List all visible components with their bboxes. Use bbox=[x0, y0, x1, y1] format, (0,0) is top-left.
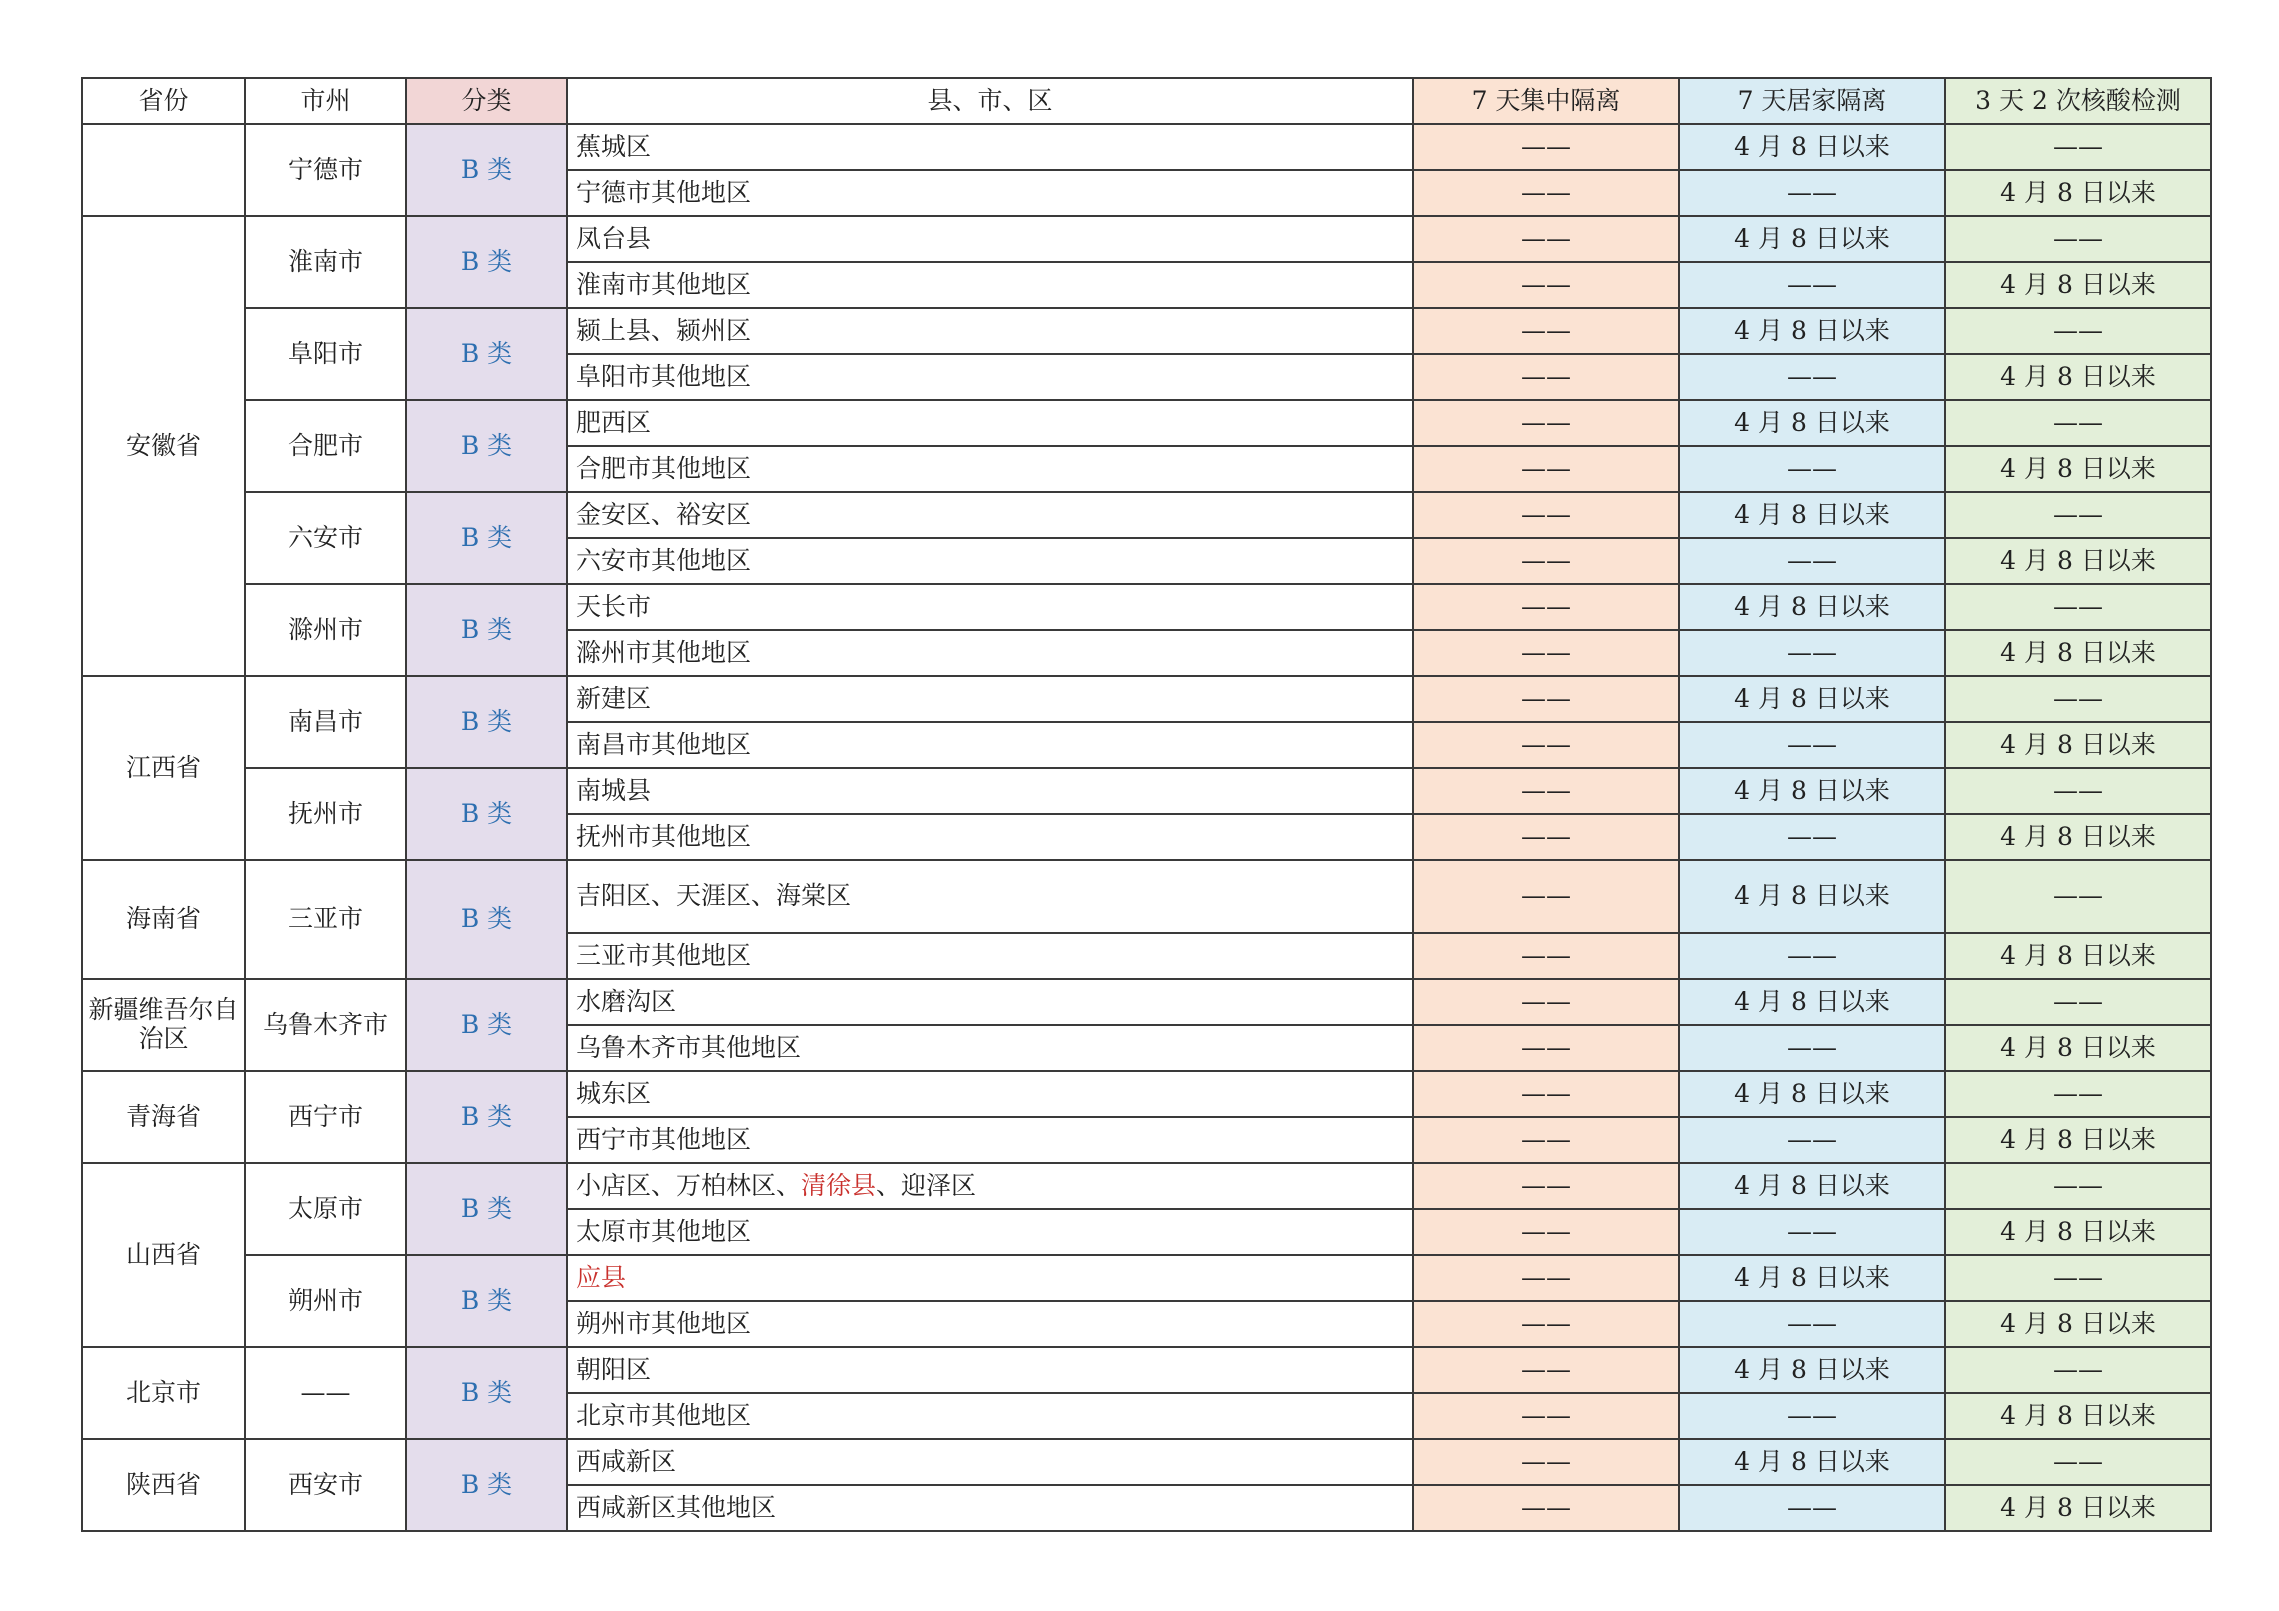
district-cell bbox=[567, 1301, 1413, 1347]
table-row bbox=[82, 676, 2211, 722]
category-cell: B 类 bbox=[406, 308, 567, 400]
category-cell: B 类 bbox=[406, 492, 567, 584]
nucleic-test-cell: 4 月 8 日以来 bbox=[1945, 538, 2211, 584]
home-quarantine-cell: 4 月 8 日以来 bbox=[1679, 676, 1945, 722]
district-cell bbox=[567, 1439, 1413, 1485]
category-cell: B 类 bbox=[406, 676, 567, 768]
district-name: 宁德市其他地区 bbox=[576, 177, 752, 207]
central-quarantine-cell: —— bbox=[1413, 584, 1679, 630]
province-cell: 江西省 bbox=[82, 676, 245, 860]
province-cell: 北京市 bbox=[82, 1347, 245, 1439]
header-city: 市州 bbox=[245, 78, 406, 124]
nucleic-test-cell: 4 月 8 日以来 bbox=[1945, 722, 2211, 768]
district-cell bbox=[567, 1255, 1413, 1301]
nucleic-test-cell: —— bbox=[1945, 1439, 2211, 1485]
central-quarantine-cell: —— bbox=[1413, 492, 1679, 538]
central-quarantine-cell: —— bbox=[1413, 538, 1679, 584]
district-cell bbox=[567, 722, 1413, 768]
nucleic-test-cell: 4 月 8 日以来 bbox=[1945, 446, 2211, 492]
home-quarantine-cell: —— bbox=[1679, 814, 1945, 860]
district-name: 乌鲁木齐市其他地区 bbox=[576, 1032, 802, 1062]
category-cell: B 类 bbox=[406, 1347, 567, 1439]
home-quarantine-cell: 4 月 8 日以来 bbox=[1679, 1347, 1945, 1393]
district-name: 滁州市其他地区 bbox=[576, 637, 752, 667]
nucleic-test-cell: —— bbox=[1945, 492, 2211, 538]
nucleic-test-cell: —— bbox=[1945, 768, 2211, 814]
category-cell: B 类 bbox=[406, 216, 567, 308]
city-cell: 六安市 bbox=[245, 492, 406, 584]
district-cell bbox=[567, 124, 1413, 170]
table-row bbox=[82, 979, 2211, 1025]
home-quarantine-cell: 4 月 8 日以来 bbox=[1679, 400, 1945, 446]
home-quarantine-cell: 4 月 8 日以来 bbox=[1679, 860, 1945, 933]
district-cell bbox=[567, 400, 1413, 446]
district-name: 颍上县、颍州区 bbox=[576, 315, 752, 345]
district-name: 小店区、万柏林区、 bbox=[576, 1170, 802, 1200]
district-name: 西咸新区 bbox=[576, 1446, 677, 1476]
central-quarantine-cell: —— bbox=[1413, 1025, 1679, 1071]
nucleic-test-cell: —— bbox=[1945, 1071, 2211, 1117]
home-quarantine-cell: —— bbox=[1679, 722, 1945, 768]
central-quarantine-cell: —— bbox=[1413, 1163, 1679, 1209]
district-cell bbox=[567, 584, 1413, 630]
header-row bbox=[82, 78, 2211, 124]
table-row bbox=[82, 768, 2211, 814]
central-quarantine-cell: —— bbox=[1413, 676, 1679, 722]
district-cell bbox=[567, 538, 1413, 584]
category-cell: B 类 bbox=[406, 1439, 567, 1531]
table-row bbox=[82, 124, 2211, 170]
header-province: 省份 bbox=[82, 78, 245, 124]
city-cell: 太原市 bbox=[245, 1163, 406, 1255]
home-quarantine-cell: 4 月 8 日以来 bbox=[1679, 1163, 1945, 1209]
district-name: 阜阳市其他地区 bbox=[576, 361, 752, 391]
nucleic-test-cell: 4 月 8 日以来 bbox=[1945, 1117, 2211, 1163]
home-quarantine-cell: —— bbox=[1679, 1393, 1945, 1439]
nucleic-test-cell: —— bbox=[1945, 124, 2211, 170]
central-quarantine-cell: —— bbox=[1413, 768, 1679, 814]
nucleic-test-cell: —— bbox=[1945, 1255, 2211, 1301]
table-row bbox=[82, 1439, 2211, 1485]
table-row bbox=[82, 216, 2211, 262]
district-name: 肥西区 bbox=[576, 407, 652, 437]
central-quarantine-cell: —— bbox=[1413, 1439, 1679, 1485]
header-central-quarantine: 7 天集中隔离 bbox=[1413, 78, 1679, 124]
district-name: 城东区 bbox=[576, 1078, 652, 1108]
district-name: 吉阳区、天涯区、海棠区 bbox=[576, 881, 852, 911]
city-cell: 朔州市 bbox=[245, 1255, 406, 1347]
province-cell: 青海省 bbox=[82, 1071, 245, 1163]
table-row bbox=[82, 1347, 2211, 1393]
city-cell: 宁德市 bbox=[245, 124, 406, 216]
nucleic-test-cell: —— bbox=[1945, 216, 2211, 262]
district-name: 新建区 bbox=[576, 683, 652, 713]
home-quarantine-cell: —— bbox=[1679, 170, 1945, 216]
table-row bbox=[82, 492, 2211, 538]
category-cell: B 类 bbox=[406, 979, 567, 1071]
city-cell: 西安市 bbox=[245, 1439, 406, 1531]
district-name: 太原市其他地区 bbox=[576, 1216, 752, 1246]
header-district: 县、市、区 bbox=[567, 78, 1413, 124]
table-row bbox=[82, 1163, 2211, 1209]
category-cell: B 类 bbox=[406, 860, 567, 979]
nucleic-test-cell: 4 月 8 日以来 bbox=[1945, 170, 2211, 216]
table-row bbox=[82, 308, 2211, 354]
home-quarantine-cell: —— bbox=[1679, 933, 1945, 979]
nucleic-test-cell: 4 月 8 日以来 bbox=[1945, 262, 2211, 308]
home-quarantine-cell: —— bbox=[1679, 446, 1945, 492]
home-quarantine-cell: —— bbox=[1679, 262, 1945, 308]
district-name: 合肥市其他地区 bbox=[576, 453, 752, 483]
province-cell bbox=[82, 124, 245, 216]
district-cell bbox=[567, 1163, 1413, 1209]
city-cell: 阜阳市 bbox=[245, 308, 406, 400]
district-name: 蕉城区 bbox=[576, 131, 652, 161]
highlighted-district-name: 清徐县 bbox=[801, 1170, 877, 1200]
district-cell bbox=[567, 979, 1413, 1025]
central-quarantine-cell: —— bbox=[1413, 216, 1679, 262]
table-row bbox=[82, 1255, 2211, 1301]
central-quarantine-cell: —— bbox=[1413, 124, 1679, 170]
header-category: 分类 bbox=[406, 78, 567, 124]
home-quarantine-cell: 4 月 8 日以来 bbox=[1679, 492, 1945, 538]
district-cell bbox=[567, 1393, 1413, 1439]
table-row bbox=[82, 860, 2211, 933]
district-cell bbox=[567, 1347, 1413, 1393]
category-cell: B 类 bbox=[406, 400, 567, 492]
nucleic-test-cell: 4 月 8 日以来 bbox=[1945, 1209, 2211, 1255]
district-cell bbox=[567, 860, 1413, 933]
home-quarantine-cell: 4 月 8 日以来 bbox=[1679, 584, 1945, 630]
district-cell bbox=[567, 1117, 1413, 1163]
central-quarantine-cell: —— bbox=[1413, 446, 1679, 492]
city-cell: 抚州市 bbox=[245, 768, 406, 860]
central-quarantine-cell: —— bbox=[1413, 400, 1679, 446]
district-name: 金安区、裕安区 bbox=[576, 499, 752, 529]
central-quarantine-cell: —— bbox=[1413, 1301, 1679, 1347]
central-quarantine-cell: —— bbox=[1413, 1209, 1679, 1255]
category-cell: B 类 bbox=[406, 768, 567, 860]
table-body bbox=[82, 124, 2211, 1531]
central-quarantine-cell: —— bbox=[1413, 1393, 1679, 1439]
province-cell: 新疆维吾尔自治区 bbox=[82, 979, 245, 1071]
home-quarantine-cell: 4 月 8 日以来 bbox=[1679, 216, 1945, 262]
central-quarantine-cell: —— bbox=[1413, 630, 1679, 676]
nucleic-test-cell: —— bbox=[1945, 1347, 2211, 1393]
home-quarantine-cell: —— bbox=[1679, 1301, 1945, 1347]
nucleic-test-cell: 4 月 8 日以来 bbox=[1945, 933, 2211, 979]
table-row bbox=[82, 1071, 2211, 1117]
home-quarantine-cell: 4 月 8 日以来 bbox=[1679, 979, 1945, 1025]
city-cell: 合肥市 bbox=[245, 400, 406, 492]
district-name: 淮南市其他地区 bbox=[576, 269, 752, 299]
district-cell bbox=[567, 814, 1413, 860]
nucleic-test-cell: 4 月 8 日以来 bbox=[1945, 354, 2211, 400]
central-quarantine-cell: —— bbox=[1413, 354, 1679, 400]
home-quarantine-cell: 4 月 8 日以来 bbox=[1679, 1071, 1945, 1117]
home-quarantine-cell: —— bbox=[1679, 354, 1945, 400]
home-quarantine-cell: —— bbox=[1679, 538, 1945, 584]
city-cell: 乌鲁木齐市 bbox=[245, 979, 406, 1071]
central-quarantine-cell: —— bbox=[1413, 1071, 1679, 1117]
home-quarantine-cell: —— bbox=[1679, 1025, 1945, 1071]
province-cell: 山西省 bbox=[82, 1163, 245, 1347]
district-name: 朝阳区 bbox=[576, 1354, 652, 1384]
city-cell: —— bbox=[245, 1347, 406, 1439]
nucleic-test-cell: —— bbox=[1945, 676, 2211, 722]
nucleic-test-cell: 4 月 8 日以来 bbox=[1945, 814, 2211, 860]
district-name: 西咸新区其他地区 bbox=[576, 1492, 777, 1522]
district-name: 西宁市其他地区 bbox=[576, 1124, 752, 1154]
nucleic-test-cell: 4 月 8 日以来 bbox=[1945, 1301, 2211, 1347]
highlighted-district-name: 应县 bbox=[576, 1262, 627, 1292]
district-cell bbox=[567, 768, 1413, 814]
district-name: 南昌市其他地区 bbox=[576, 729, 752, 759]
city-cell: 淮南市 bbox=[245, 216, 406, 308]
category-cell: B 类 bbox=[406, 1071, 567, 1163]
district-name: 朔州市其他地区 bbox=[576, 1308, 752, 1338]
district-cell bbox=[567, 1485, 1413, 1531]
city-cell: 滁州市 bbox=[245, 584, 406, 676]
nucleic-test-cell: 4 月 8 日以来 bbox=[1945, 1025, 2211, 1071]
province-cell: 海南省 bbox=[82, 860, 245, 979]
district-name: 北京市其他地区 bbox=[576, 1400, 752, 1430]
province-cell: 陕西省 bbox=[82, 1439, 245, 1531]
district-cell bbox=[567, 354, 1413, 400]
central-quarantine-cell: —— bbox=[1413, 262, 1679, 308]
home-quarantine-cell: 4 月 8 日以来 bbox=[1679, 1255, 1945, 1301]
central-quarantine-cell: —— bbox=[1413, 1347, 1679, 1393]
district-name: 天长市 bbox=[576, 591, 652, 621]
home-quarantine-cell: —— bbox=[1679, 1485, 1945, 1531]
category-cell: B 类 bbox=[406, 124, 567, 216]
central-quarantine-cell: —— bbox=[1413, 1117, 1679, 1163]
central-quarantine-cell: —— bbox=[1413, 860, 1679, 933]
city-cell: 南昌市 bbox=[245, 676, 406, 768]
district-cell bbox=[567, 216, 1413, 262]
district-cell bbox=[567, 933, 1413, 979]
district-name: 抚州市其他地区 bbox=[576, 821, 752, 851]
nucleic-test-cell: —— bbox=[1945, 1163, 2211, 1209]
district-cell bbox=[567, 492, 1413, 538]
district-name: 、迎泽区 bbox=[876, 1170, 977, 1200]
district-cell bbox=[567, 308, 1413, 354]
nucleic-test-cell: 4 月 8 日以来 bbox=[1945, 1485, 2211, 1531]
district-cell bbox=[567, 262, 1413, 308]
district-name: 南城县 bbox=[576, 775, 652, 805]
central-quarantine-cell: —— bbox=[1413, 933, 1679, 979]
nucleic-test-cell: —— bbox=[1945, 400, 2211, 446]
district-cell bbox=[567, 630, 1413, 676]
province-cell: 安徽省 bbox=[82, 216, 245, 676]
central-quarantine-cell: —— bbox=[1413, 814, 1679, 860]
home-quarantine-cell: —— bbox=[1679, 630, 1945, 676]
category-cell: B 类 bbox=[406, 1163, 567, 1255]
central-quarantine-cell: —— bbox=[1413, 170, 1679, 216]
central-quarantine-cell: —— bbox=[1413, 1485, 1679, 1531]
table-row bbox=[82, 400, 2211, 446]
header-home-quarantine: 7 天居家隔离 bbox=[1679, 78, 1945, 124]
home-quarantine-cell: —— bbox=[1679, 1209, 1945, 1255]
district-cell bbox=[567, 1025, 1413, 1071]
district-cell bbox=[567, 170, 1413, 216]
header-nucleic-test: 3 天 2 次核酸检测 bbox=[1945, 78, 2211, 124]
central-quarantine-cell: —— bbox=[1413, 979, 1679, 1025]
central-quarantine-cell: —— bbox=[1413, 308, 1679, 354]
nucleic-test-cell: —— bbox=[1945, 979, 2211, 1025]
district-name: 凤台县 bbox=[576, 223, 652, 253]
home-quarantine-cell: 4 月 8 日以来 bbox=[1679, 124, 1945, 170]
district-cell bbox=[567, 1209, 1413, 1255]
central-quarantine-cell: —— bbox=[1413, 1255, 1679, 1301]
central-quarantine-cell: —— bbox=[1413, 722, 1679, 768]
district-cell bbox=[567, 676, 1413, 722]
city-cell: 三亚市 bbox=[245, 860, 406, 979]
category-cell: B 类 bbox=[406, 584, 567, 676]
district-name: 水磨沟区 bbox=[576, 986, 677, 1016]
home-quarantine-cell: —— bbox=[1679, 1117, 1945, 1163]
nucleic-test-cell: —— bbox=[1945, 308, 2211, 354]
district-cell bbox=[567, 1071, 1413, 1117]
table-row bbox=[82, 584, 2211, 630]
quarantine-table bbox=[81, 77, 2212, 1532]
district-name: 六安市其他地区 bbox=[576, 545, 752, 575]
district-cell bbox=[567, 446, 1413, 492]
home-quarantine-cell: 4 月 8 日以来 bbox=[1679, 1439, 1945, 1485]
city-cell: 西宁市 bbox=[245, 1071, 406, 1163]
nucleic-test-cell: 4 月 8 日以来 bbox=[1945, 1393, 2211, 1439]
category-cell: B 类 bbox=[406, 1255, 567, 1347]
district-name: 三亚市其他地区 bbox=[576, 940, 752, 970]
home-quarantine-cell: 4 月 8 日以来 bbox=[1679, 308, 1945, 354]
nucleic-test-cell: —— bbox=[1945, 584, 2211, 630]
home-quarantine-cell: 4 月 8 日以来 bbox=[1679, 768, 1945, 814]
nucleic-test-cell: 4 月 8 日以来 bbox=[1945, 630, 2211, 676]
nucleic-test-cell: —— bbox=[1945, 860, 2211, 933]
